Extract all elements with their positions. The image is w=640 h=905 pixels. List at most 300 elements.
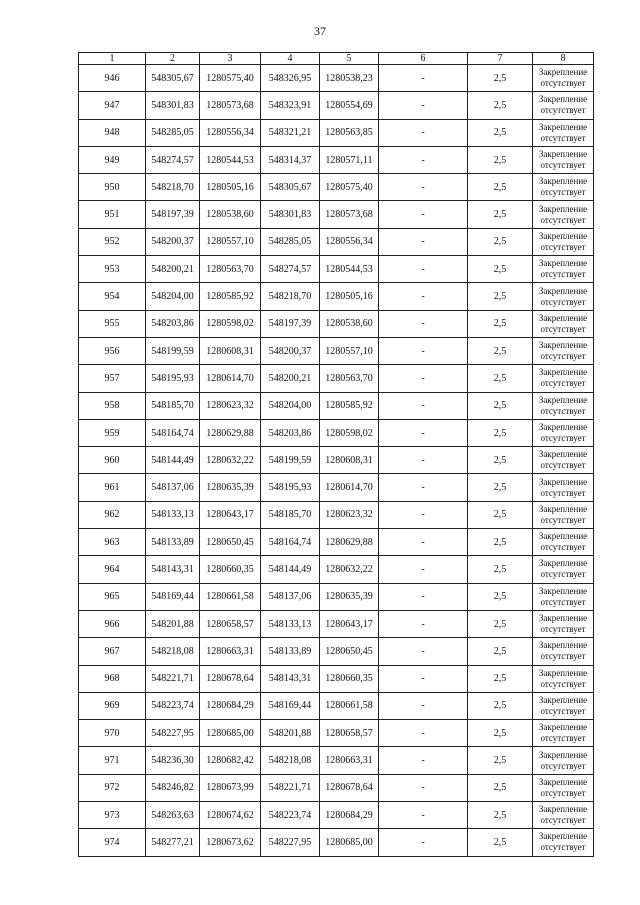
y-coord-cell: 1280643,17	[320, 610, 379, 637]
fixation-note-cell	[533, 665, 594, 692]
point-number-cell: 947	[79, 92, 146, 119]
note-line: отсутствует	[540, 542, 586, 553]
value-cell: 2,5	[468, 65, 533, 92]
note-line: отсутствует	[540, 214, 586, 225]
note-line: Закрепление	[538, 67, 588, 78]
note-line: Закрепление	[538, 531, 588, 542]
fixation-note-cell	[533, 337, 594, 364]
value-cell: 2,5	[468, 665, 533, 692]
x-coord-cell: 548164,74	[261, 529, 320, 556]
table-row	[79, 747, 594, 774]
table-row	[79, 829, 594, 856]
note-line: отсутствует	[540, 487, 586, 498]
note-line: отсутствует	[540, 433, 586, 443]
table-row	[79, 174, 594, 201]
y-coord-cell: 1280682,42	[200, 747, 261, 774]
x-coord-cell: 548263,63	[146, 802, 200, 829]
x-coord-cell: 548199,59	[261, 447, 320, 474]
value-cell: 2,5	[468, 201, 533, 228]
point-number-cell: 950	[79, 174, 146, 201]
table-header-row	[79, 53, 594, 65]
x-coord-cell: 548285,05	[146, 119, 200, 146]
header-cell: 5	[320, 53, 379, 65]
value-cell: 2,5	[468, 92, 533, 119]
table-row	[79, 692, 594, 719]
point-number-cell: 956	[79, 337, 146, 364]
x-coord-cell: 548277,21	[146, 829, 200, 856]
value-cell: 2,5	[468, 556, 533, 583]
note-line: Закрепление	[538, 831, 588, 842]
note-line: Закрепление	[538, 776, 588, 787]
note-line: отсутствует	[540, 187, 586, 198]
fixation-note-cell	[533, 392, 594, 419]
fixation-note-cell	[533, 92, 594, 119]
y-coord-cell: 1280571,11	[320, 146, 379, 173]
table-row	[79, 665, 594, 692]
note-line: отсутствует	[540, 596, 586, 607]
x-coord-cell: 548203,86	[146, 310, 200, 337]
value-cell: 2,5	[468, 146, 533, 173]
value-cell: 2,5	[468, 501, 533, 528]
table-row	[79, 228, 594, 255]
value-cell: 2,5	[468, 774, 533, 801]
note-line: отсутствует	[540, 651, 586, 662]
note-line: отсутствует	[540, 705, 586, 716]
x-coord-cell: 548199,59	[146, 337, 200, 364]
note-line: Закрепление	[538, 285, 588, 296]
point-number-cell: 949	[79, 146, 146, 173]
x-coord-cell: 548305,67	[261, 174, 320, 201]
point-number-cell: 972	[79, 774, 146, 801]
header-cell: 7	[468, 53, 533, 65]
y-coord-cell: 1280557,10	[320, 337, 379, 364]
note-line: Закрепление	[538, 640, 588, 651]
x-coord-cell: 548204,00	[261, 392, 320, 419]
y-coord-cell: 1280685,00	[200, 720, 261, 747]
y-coord-cell: 1280629,88	[200, 419, 261, 446]
table-row	[79, 638, 594, 665]
dash-cell: -	[379, 501, 468, 528]
dash-cell: -	[379, 829, 468, 856]
y-coord-cell: 1280663,31	[320, 747, 379, 774]
note-line: отсутствует	[540, 78, 586, 89]
note-line: Закрепление	[538, 422, 588, 432]
y-coord-cell: 1280685,00	[320, 829, 379, 856]
y-coord-cell: 1280575,40	[320, 174, 379, 201]
dash-cell: -	[379, 146, 468, 173]
x-coord-cell: 548200,21	[261, 365, 320, 392]
note-line: отсутствует	[540, 760, 586, 771]
y-coord-cell: 1280598,02	[320, 419, 379, 446]
x-coord-cell: 548236,30	[146, 747, 200, 774]
point-number-cell: 969	[79, 692, 146, 719]
fixation-note-cell	[533, 310, 594, 337]
point-number-cell: 973	[79, 802, 146, 829]
note-line: отсутствует	[540, 241, 586, 252]
y-coord-cell: 1280563,70	[200, 256, 261, 283]
fixation-note-cell	[533, 474, 594, 501]
point-number-cell: 955	[79, 310, 146, 337]
table-row	[79, 310, 594, 337]
note-line: Закрепление	[538, 149, 588, 160]
y-coord-cell: 1280556,34	[320, 228, 379, 255]
note-line: отсутствует	[540, 405, 586, 416]
table-row	[79, 419, 594, 446]
fixation-note-cell	[533, 529, 594, 556]
fixation-note-cell	[533, 365, 594, 392]
y-coord-cell: 1280585,92	[200, 283, 261, 310]
fixation-note-cell	[533, 829, 594, 856]
table-row	[79, 392, 594, 419]
point-number-cell: 961	[79, 474, 146, 501]
x-coord-cell: 548164,74	[146, 419, 200, 446]
table-row	[79, 92, 594, 119]
note-line: Закрепление	[538, 585, 588, 596]
fixation-note-cell	[533, 256, 594, 283]
point-number-cell: 963	[79, 529, 146, 556]
note-line: отсутствует	[540, 569, 586, 580]
table-row	[79, 474, 594, 501]
value-cell: 2,5	[468, 638, 533, 665]
y-coord-cell: 1280660,35	[200, 556, 261, 583]
fixation-note-cell	[533, 638, 594, 665]
x-coord-cell: 548200,37	[146, 228, 200, 255]
dash-cell: -	[379, 665, 468, 692]
fixation-note-cell	[533, 747, 594, 774]
y-coord-cell: 1280573,68	[320, 201, 379, 228]
x-coord-cell: 548314,37	[261, 146, 320, 173]
x-coord-cell: 548218,08	[146, 638, 200, 665]
value-cell: 2,5	[468, 256, 533, 283]
fixation-note-cell	[533, 720, 594, 747]
y-coord-cell: 1280614,70	[200, 365, 261, 392]
x-coord-cell: 548223,74	[261, 802, 320, 829]
y-coord-cell: 1280563,85	[320, 119, 379, 146]
y-coord-cell: 1280673,99	[200, 774, 261, 801]
dash-cell: -	[379, 174, 468, 201]
table-row	[79, 337, 594, 364]
table-row	[79, 201, 594, 228]
x-coord-cell: 548133,13	[146, 501, 200, 528]
note-line: отсутствует	[540, 460, 586, 471]
x-coord-cell: 548274,57	[146, 146, 200, 173]
dash-cell: -	[379, 447, 468, 474]
header-cell: 1	[79, 53, 146, 65]
header-cell: 6	[379, 53, 468, 65]
dash-cell: -	[379, 392, 468, 419]
y-coord-cell: 1280629,88	[320, 529, 379, 556]
point-number-cell: 954	[79, 283, 146, 310]
y-coord-cell: 1280658,57	[320, 720, 379, 747]
note-line: отсутствует	[540, 296, 586, 307]
point-number-cell: 953	[79, 256, 146, 283]
note-line: отсутствует	[540, 105, 586, 116]
x-coord-cell: 548285,05	[261, 228, 320, 255]
note-line: отсутствует	[540, 132, 586, 143]
y-coord-cell: 1280635,39	[200, 474, 261, 501]
note-line: Закрепление	[538, 804, 588, 815]
x-coord-cell: 548143,31	[261, 665, 320, 692]
dash-cell: -	[379, 256, 468, 283]
point-number-cell: 966	[79, 610, 146, 637]
y-coord-cell: 1280505,16	[320, 283, 379, 310]
note-line: Закрепление	[538, 94, 588, 105]
value-cell: 2,5	[468, 310, 533, 337]
x-coord-cell: 548169,44	[146, 583, 200, 610]
x-coord-cell: 548201,88	[261, 720, 320, 747]
y-coord-cell: 1280684,29	[200, 692, 261, 719]
y-coord-cell: 1280658,57	[200, 610, 261, 637]
x-coord-cell: 548169,44	[261, 692, 320, 719]
x-coord-cell: 548227,95	[146, 720, 200, 747]
fixation-note-cell	[533, 802, 594, 829]
y-coord-cell: 1280678,64	[320, 774, 379, 801]
note-line: отсутствует	[540, 514, 586, 525]
point-number-cell: 974	[79, 829, 146, 856]
point-number-cell: 962	[79, 501, 146, 528]
note-line: Закрепление	[538, 449, 588, 460]
dash-cell: -	[379, 556, 468, 583]
y-coord-cell: 1280544,53	[320, 256, 379, 283]
x-coord-cell: 548218,70	[146, 174, 200, 201]
point-number-cell: 958	[79, 392, 146, 419]
note-line: отсутствует	[540, 351, 586, 362]
value-cell: 2,5	[468, 610, 533, 637]
point-number-cell: 971	[79, 747, 146, 774]
note-line: отсутствует	[540, 733, 586, 744]
y-coord-cell: 1280643,17	[200, 501, 261, 528]
table-row	[79, 583, 594, 610]
x-coord-cell: 548133,89	[261, 638, 320, 665]
value-cell: 2,5	[468, 747, 533, 774]
note-line: Закрепление	[538, 258, 588, 269]
page-number: 37	[314, 24, 326, 38]
dash-cell: -	[379, 774, 468, 801]
table-row	[79, 447, 594, 474]
fixation-note-cell	[533, 119, 594, 146]
note-line: Закрепление	[538, 230, 588, 241]
value-cell: 2,5	[468, 720, 533, 747]
note-line: Закрепление	[538, 558, 588, 569]
table-row	[79, 529, 594, 556]
note-line: отсутствует	[540, 787, 586, 798]
point-number-cell: 970	[79, 720, 146, 747]
table-row	[79, 283, 594, 310]
point-number-cell: 968	[79, 665, 146, 692]
table-row	[79, 610, 594, 637]
dash-cell: -	[379, 610, 468, 637]
x-coord-cell: 548203,86	[261, 419, 320, 446]
y-coord-cell: 1280632,22	[200, 447, 261, 474]
x-coord-cell: 548204,00	[146, 283, 200, 310]
x-coord-cell: 548221,71	[261, 774, 320, 801]
dash-cell: -	[379, 692, 468, 719]
note-line: Закрепление	[538, 394, 588, 405]
point-number-cell: 957	[79, 365, 146, 392]
dash-cell: -	[379, 720, 468, 747]
x-coord-cell: 548201,88	[146, 610, 200, 637]
fixation-note-cell	[533, 146, 594, 173]
y-coord-cell: 1280678,64	[200, 665, 261, 692]
y-coord-cell: 1280650,45	[200, 529, 261, 556]
y-coord-cell: 1280505,16	[200, 174, 261, 201]
x-coord-cell: 548200,21	[146, 256, 200, 283]
y-coord-cell: 1280608,31	[200, 337, 261, 364]
point-number-cell: 946	[79, 65, 146, 92]
x-coord-cell: 548323,91	[261, 92, 320, 119]
fixation-note-cell	[533, 65, 594, 92]
header-cell: 3	[200, 53, 261, 65]
y-coord-cell: 1280556,34	[200, 119, 261, 146]
y-coord-cell: 1280554,69	[320, 92, 379, 119]
note-line: Закрепление	[538, 203, 588, 214]
note-line: Закрепление	[538, 667, 588, 678]
note-line: отсутствует	[540, 815, 586, 826]
note-line: отсутствует	[540, 624, 586, 635]
dash-cell: -	[379, 65, 468, 92]
y-coord-cell: 1280623,32	[200, 392, 261, 419]
y-coord-cell: 1280544,53	[200, 146, 261, 173]
value-cell: 2,5	[468, 228, 533, 255]
y-coord-cell: 1280632,22	[320, 556, 379, 583]
y-coord-cell: 1280557,10	[200, 228, 261, 255]
note-line: Закрепление	[538, 476, 588, 487]
point-number-cell: 948	[79, 119, 146, 146]
header-cell: 2	[146, 53, 200, 65]
point-number-cell: 951	[79, 201, 146, 228]
table-row	[79, 146, 594, 173]
point-number-cell: 960	[79, 447, 146, 474]
dash-cell: -	[379, 529, 468, 556]
x-coord-cell: 548185,70	[146, 392, 200, 419]
y-coord-cell: 1280608,31	[320, 447, 379, 474]
point-number-cell: 959	[79, 419, 146, 446]
x-coord-cell: 548133,89	[146, 529, 200, 556]
x-coord-cell: 548218,70	[261, 283, 320, 310]
dash-cell: -	[379, 583, 468, 610]
x-coord-cell: 548223,74	[146, 692, 200, 719]
value-cell: 2,5	[468, 474, 533, 501]
x-coord-cell: 548301,83	[261, 201, 320, 228]
x-coord-cell: 548321,21	[261, 119, 320, 146]
x-coord-cell: 548227,95	[261, 829, 320, 856]
y-coord-cell: 1280661,58	[200, 583, 261, 610]
y-coord-cell: 1280635,39	[320, 583, 379, 610]
value-cell: 2,5	[468, 447, 533, 474]
x-coord-cell: 548144,49	[146, 447, 200, 474]
fixation-note-cell	[533, 419, 594, 446]
x-coord-cell: 548305,67	[146, 65, 200, 92]
note-line: Закрепление	[538, 694, 588, 705]
note-line: Закрепление	[538, 749, 588, 760]
y-coord-cell: 1280674,62	[200, 802, 261, 829]
point-number-cell: 964	[79, 556, 146, 583]
table-row	[79, 501, 594, 528]
fixation-note-cell	[533, 583, 594, 610]
fixation-note-cell	[533, 692, 594, 719]
table-row	[79, 65, 594, 92]
note-line: Закрепление	[538, 176, 588, 187]
y-coord-cell: 1280663,31	[200, 638, 261, 665]
point-number-cell: 952	[79, 228, 146, 255]
note-line: Закрепление	[538, 613, 588, 624]
x-coord-cell: 548197,39	[146, 201, 200, 228]
x-coord-cell: 548137,06	[146, 474, 200, 501]
dash-cell: -	[379, 337, 468, 364]
x-coord-cell: 548200,37	[261, 337, 320, 364]
fixation-note-cell	[533, 610, 594, 637]
x-coord-cell: 548221,71	[146, 665, 200, 692]
x-coord-cell: 548195,93	[146, 365, 200, 392]
fixation-note-cell	[533, 556, 594, 583]
dash-cell: -	[379, 228, 468, 255]
value-cell: 2,5	[468, 119, 533, 146]
note-line: Закрепление	[538, 503, 588, 514]
dash-cell: -	[379, 419, 468, 446]
dash-cell: -	[379, 365, 468, 392]
y-coord-cell: 1280573,68	[200, 92, 261, 119]
value-cell: 2,5	[468, 802, 533, 829]
y-coord-cell: 1280563,70	[320, 365, 379, 392]
y-coord-cell: 1280614,70	[320, 474, 379, 501]
dash-cell: -	[379, 283, 468, 310]
dash-cell: -	[379, 474, 468, 501]
header-cell: 8	[533, 53, 594, 65]
fixation-note-cell	[533, 174, 594, 201]
y-coord-cell: 1280661,58	[320, 692, 379, 719]
y-coord-cell: 1280585,92	[320, 392, 379, 419]
table-row	[79, 774, 594, 801]
table-row	[79, 556, 594, 583]
note-line: Закрепление	[538, 367, 588, 378]
x-coord-cell: 548218,08	[261, 747, 320, 774]
x-coord-cell: 548185,70	[261, 501, 320, 528]
note-line: отсутствует	[540, 323, 586, 334]
note-line: Закрепление	[538, 312, 588, 323]
note-line: отсутствует	[540, 678, 586, 689]
point-number-cell: 965	[79, 583, 146, 610]
x-coord-cell: 548301,83	[146, 92, 200, 119]
dash-cell: -	[379, 119, 468, 146]
x-coord-cell: 548144,49	[261, 556, 320, 583]
y-coord-cell: 1280660,35	[320, 665, 379, 692]
dash-cell: -	[379, 201, 468, 228]
coordinates-table	[78, 52, 594, 857]
value-cell: 2,5	[468, 365, 533, 392]
fixation-note-cell	[533, 774, 594, 801]
note-line: отсутствует	[540, 269, 586, 280]
fixation-note-cell	[533, 501, 594, 528]
value-cell: 2,5	[468, 829, 533, 856]
table-body	[79, 53, 594, 857]
fixation-note-cell	[533, 228, 594, 255]
y-coord-cell: 1280575,40	[200, 65, 261, 92]
table-row	[79, 119, 594, 146]
note-line: Закрепление	[538, 722, 588, 733]
y-coord-cell: 1280598,02	[200, 310, 261, 337]
value-cell: 2,5	[468, 692, 533, 719]
dash-cell: -	[379, 92, 468, 119]
note-line: отсутствует	[540, 842, 586, 853]
fixation-note-cell	[533, 447, 594, 474]
x-coord-cell: 548133,13	[261, 610, 320, 637]
x-coord-cell: 548197,39	[261, 310, 320, 337]
note-line: Закрепление	[538, 340, 588, 351]
value-cell: 2,5	[468, 283, 533, 310]
dash-cell: -	[379, 310, 468, 337]
dash-cell: -	[379, 638, 468, 665]
note-line: отсутствует	[540, 160, 586, 171]
